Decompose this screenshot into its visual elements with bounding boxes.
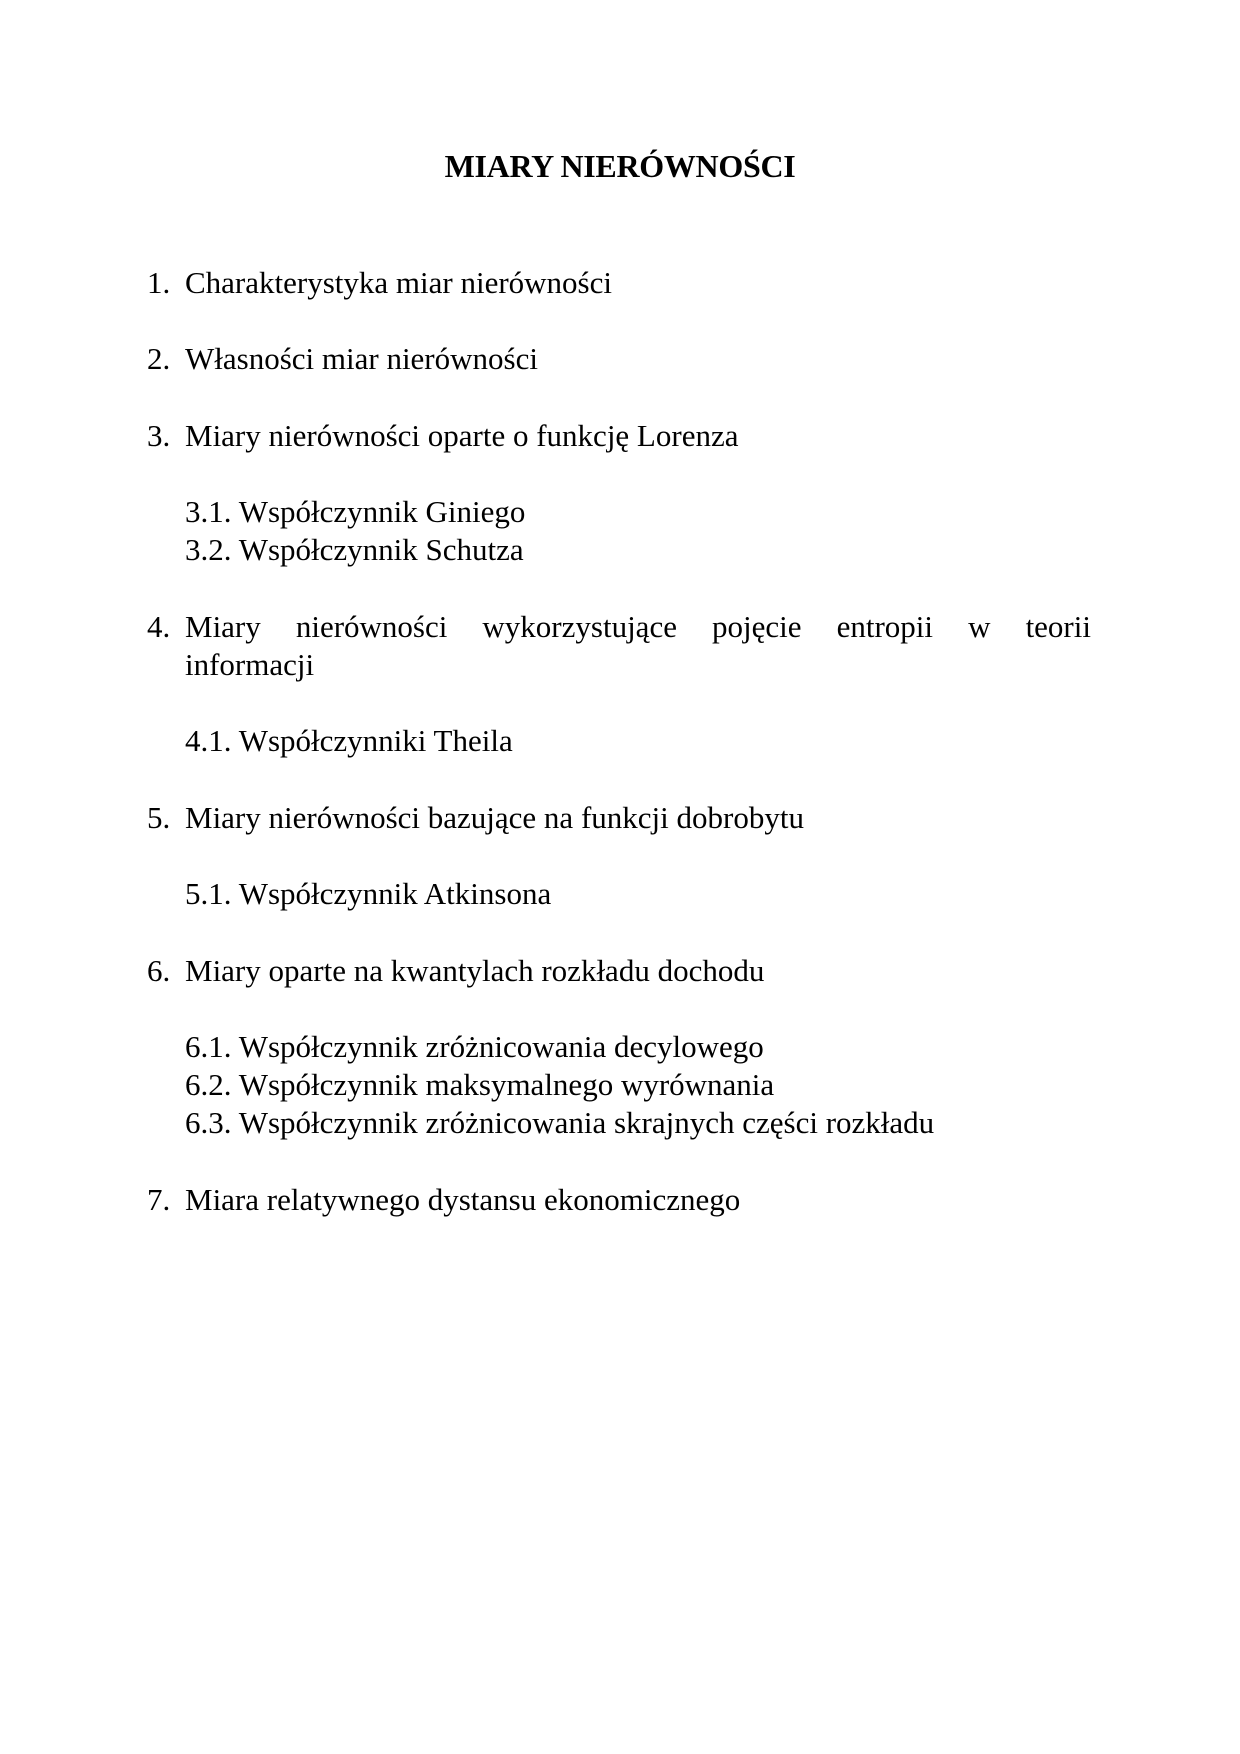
subitem: 6.1. Współczynnik zróżnicowania decylowego [185,1029,764,1064]
subitem: 6.3. Współczynnik zróżnicowania skrajnych części rozkładu [185,1105,935,1140]
item-number: 5. [147,800,171,835]
subitem: 5.1. Współczynnik Atkinsona [185,876,552,911]
subitem: 6.2. Współczynnik maksymalnego wyrównania [185,1067,775,1102]
item-number: 6. [147,953,171,988]
subitem: 3.1. Współczynnik Giniego [185,494,526,529]
item-text: Miary nierówności oparte o funkcję Lorenza [185,418,739,453]
item-text: Miary oparte na kwantylach rozkładu dochodu [185,953,765,988]
subitem: 3.2. Współczynnik Schutza [185,532,524,567]
item-text-line1: Miary nierówności wykorzystujące pojęcie entropii w teorii [185,609,1091,644]
page-title: MIARY NIERÓWNOŚCI [444,148,796,184]
item-text: Miara relatywnego dystansu ekonomicznego [185,1182,741,1217]
item-text: Charakterystyka miar nierówności [185,265,612,300]
item-number: 7. [147,1182,171,1217]
item-number: 4. [147,609,171,644]
item-text-line2: informacji [185,647,315,682]
item-text: Miary nierówności bazujące na funkcji dobrobytu [185,800,804,835]
subitem: 4.1. Współczynniki Theila [185,723,513,758]
item-text: Własności miar nierówności [185,341,538,376]
item-number: 3. [147,418,171,453]
item-number: 2. [147,341,171,376]
item-number: 1. [147,265,171,300]
